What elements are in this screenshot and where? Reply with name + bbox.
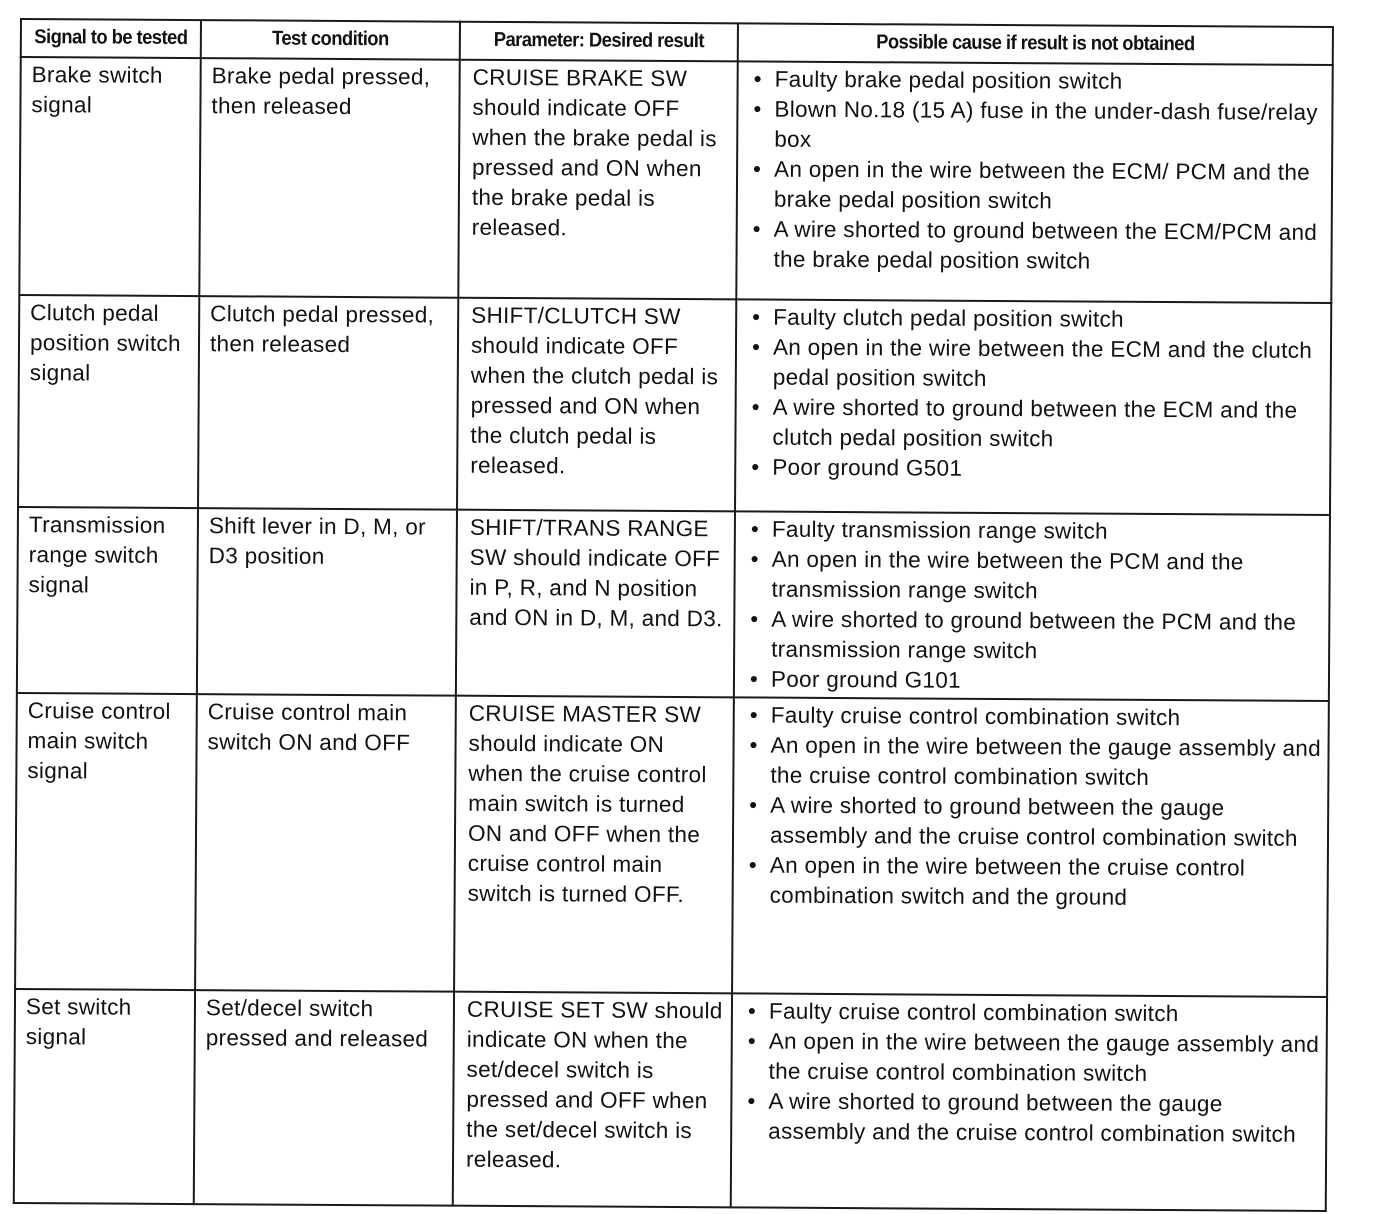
table-header (21, 19, 1333, 65)
cause-item: • Poor ground G101 (747, 664, 1324, 698)
cause-item: • An open in the wire between the cruise control combination switch and the ground (746, 850, 1323, 914)
table-row (15, 693, 1329, 997)
cause-list (746, 700, 1324, 914)
cause-item: • Faulty clutch pedal position switch (749, 302, 1326, 336)
header-signal: Signal to be tested (28, 19, 194, 58)
condition-cell: Cruise control main switch ON and OFF (195, 694, 456, 992)
cause-item: • A wire shorted to ground between the gauge assembly and the cruise control combination switch (746, 790, 1323, 854)
condition-cell: Set/decel switch pressed and released (194, 990, 454, 1206)
parameter-cell: CRUISE SET SW should indicate ON when the set/decel switch is pressed and OFF when the set/decel switch is released. (453, 992, 732, 1208)
cause-cell (731, 993, 1327, 1211)
table-row (14, 989, 1327, 1211)
header-test-condition: Test condition (211, 20, 450, 59)
cause-cell (734, 511, 1330, 701)
parameter-cell: CRUISE MASTER SW should indicate ON when the cruise control main switch is turned ON and OFF when the cruise control main switch is turned OFF. (454, 696, 734, 994)
cause-item: • A wire shorted to ground between the ECM and the clutch pedal position switch (748, 392, 1325, 456)
cause-item: • Blown No.18 (15 A) fuse in the under-dash fuse/relay box (750, 94, 1327, 158)
table-body (14, 57, 1333, 1211)
cause-item: • Faulty cruise control combination switch (747, 700, 1324, 734)
table-row (17, 507, 1330, 701)
condition-cell: Clutch pedal pressed, then released (198, 296, 458, 510)
table-row (18, 295, 1331, 515)
cause-item: • Faulty transmission range switch (748, 514, 1325, 548)
signal-cell: Brake switch signal (19, 57, 200, 296)
cause-item: • An open in the wire between the gauge assembly and the cruise control combination switch (746, 730, 1323, 794)
cause-cell (735, 299, 1331, 515)
cause-item: • A wire shorted to ground between the ECM/PCM and the brake pedal position switch (749, 214, 1326, 278)
header-possible-cause: Possible cause if result is not obtained (762, 24, 1310, 65)
cause-item: • A wire shorted to ground between the gauge assembly and the cruise control combination switch (744, 1086, 1321, 1150)
parameter-cell: SHIFT/CLUTCH SW should indicate OFF when the clutch pedal is pressed and ON when the clutch pedal is released. (457, 298, 736, 512)
header-row (21, 19, 1333, 65)
cause-cell (732, 697, 1329, 997)
cause-item: • An open in the wire between the gauge assembly and the cruise control combination switch (744, 1026, 1321, 1090)
cause-item: • Poor ground G501 (748, 452, 1325, 486)
parameter-cell: CRUISE BRAKE SW should indicate OFF when the brake pedal is pressed and ON when the brake pedal is released. (458, 60, 737, 300)
cause-list (747, 514, 1325, 698)
table-row (19, 57, 1332, 303)
signal-cell: Clutch pedal position switch signal (18, 295, 199, 508)
cause-item: • Faulty brake pedal position switch (751, 64, 1328, 98)
cause-list (748, 302, 1326, 486)
troubleshooting-table (13, 18, 1334, 1212)
cause-item: • An open in the wire between the PCM and the transmission range switch (747, 544, 1324, 608)
signal-cell: Set switch signal (14, 989, 195, 1204)
parameter-cell: SHIFT/TRANS RANGE SW should indicate OFF in P, R, and N position and ON in D, M, and D3. (456, 510, 735, 698)
condition-cell: Brake pedal pressed, then released (199, 58, 459, 298)
cause-item: • An open in the wire between the ECM/ PCM and the brake pedal position switch (750, 154, 1327, 218)
cause-cell (736, 61, 1332, 303)
signal-cell: Cruise control main switch signal (15, 693, 197, 990)
signal-cell: Transmission range switch signal (17, 507, 198, 694)
cause-item: • An open in the wire between the ECM and the clutch pedal position switch (749, 332, 1326, 396)
cause-item: • A wire shorted to ground between the PCM and the transmission range switch (747, 604, 1324, 668)
cause-list (744, 996, 1322, 1150)
cause-list (749, 64, 1327, 278)
condition-cell: Shift lever in D, M, or D3 position (197, 508, 457, 696)
header-parameter: Parameter: Desired result (471, 22, 727, 62)
cause-item: • Faulty cruise control combination switch (745, 996, 1322, 1030)
